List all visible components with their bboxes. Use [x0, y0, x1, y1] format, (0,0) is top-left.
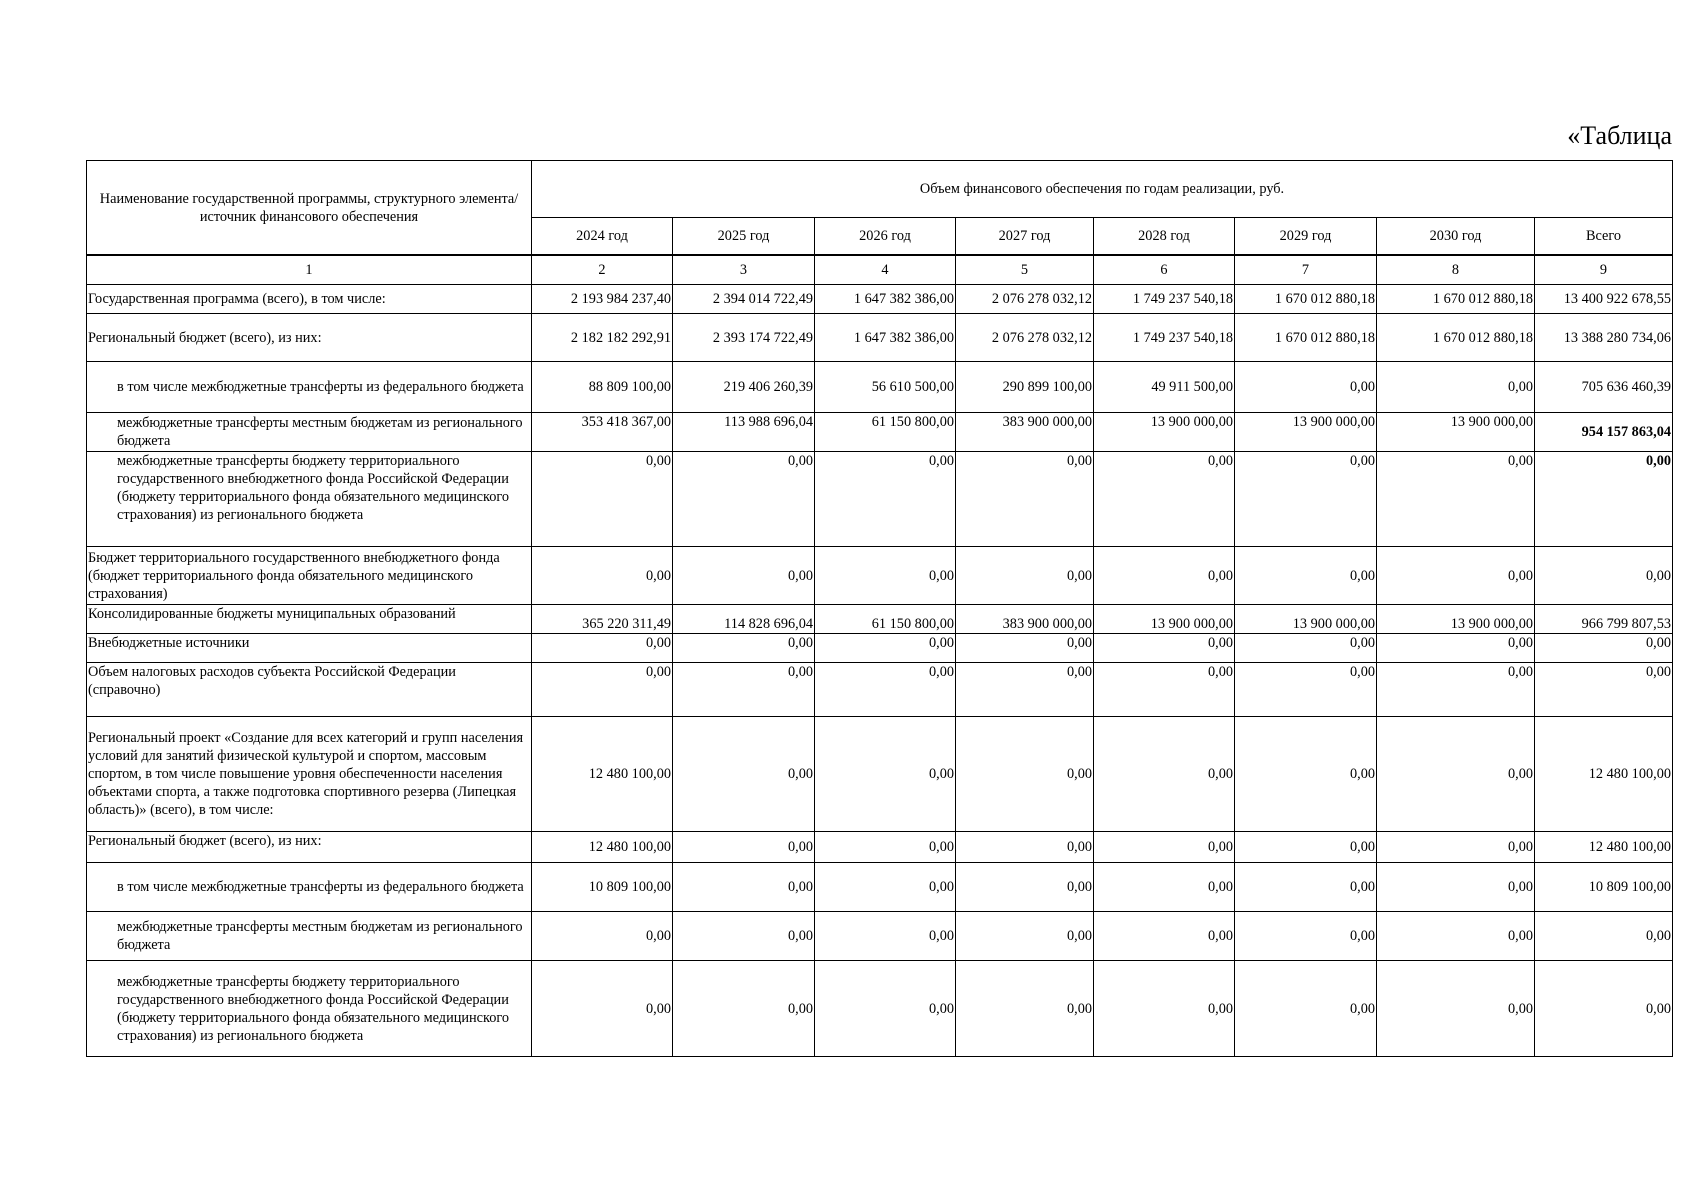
value-2030: 0,00	[1377, 717, 1535, 832]
value-2026: 0,00	[815, 634, 956, 663]
table-row	[87, 314, 1673, 362]
value-2027: 0,00	[956, 912, 1094, 961]
value-2025: 113 988 696,04	[673, 413, 815, 452]
column-number: 9	[1535, 255, 1673, 285]
year-header-2026: 2026 год	[815, 218, 956, 256]
table-row	[87, 663, 1673, 717]
value-2026: 61 150 800,00	[815, 413, 956, 452]
value-2028: 0,00	[1094, 961, 1235, 1057]
value-2026: 0,00	[815, 547, 956, 605]
value-2026: 0,00	[815, 663, 956, 717]
row-name: Государственная программа (всего), в том числе:	[87, 285, 532, 314]
value-2026: 0,00	[815, 452, 956, 547]
value-2024: 0,00	[532, 634, 673, 663]
value-2028: 49 911 500,00	[1094, 362, 1235, 413]
value-2030: 0,00	[1377, 362, 1535, 413]
value-total: 12 480 100,00	[1535, 832, 1673, 863]
value-2024: 2 193 984 237,40	[532, 285, 673, 314]
row-name: межбюджетные трансферты местным бюджетам из регионального бюджета	[87, 413, 532, 452]
value-2029: 0,00	[1235, 912, 1377, 961]
row-name: Региональный бюджет (всего), из них:	[87, 314, 532, 362]
value-total: 13 388 280 734,06	[1535, 314, 1673, 362]
column-number: 3	[673, 255, 815, 285]
table-row	[87, 863, 1673, 912]
column-number: 7	[1235, 255, 1377, 285]
value-total: 0,00	[1535, 961, 1673, 1057]
value-2030: 0,00	[1377, 663, 1535, 717]
value-2029: 0,00	[1235, 362, 1377, 413]
table-row	[87, 285, 1673, 314]
value-2025: 2 393 174 722,49	[673, 314, 815, 362]
row-name: Внебюджетные источники	[87, 634, 532, 663]
value-2024: 88 809 100,00	[532, 362, 673, 413]
value-2029: 1 670 012 880,18	[1235, 285, 1377, 314]
value-2026: 0,00	[815, 863, 956, 912]
year-header-2027: 2027 год	[956, 218, 1094, 256]
column-number-row	[87, 255, 1673, 285]
value-2028: 1 749 237 540,18	[1094, 285, 1235, 314]
value-total: 0,00	[1535, 452, 1673, 547]
value-2027: 2 076 278 032,12	[956, 314, 1094, 362]
value-total: 0,00	[1535, 912, 1673, 961]
value-total: 0,00	[1535, 634, 1673, 663]
value-2025: 0,00	[673, 961, 815, 1057]
value-2030: 0,00	[1377, 634, 1535, 663]
table-row	[87, 634, 1673, 663]
value-2024: 0,00	[532, 452, 673, 547]
value-2024: 12 480 100,00	[532, 717, 673, 832]
value-2030: 0,00	[1377, 961, 1535, 1057]
table-row	[87, 717, 1673, 832]
value-2030: 0,00	[1377, 452, 1535, 547]
value-2028: 13 900 000,00	[1094, 605, 1235, 634]
value-2027: 0,00	[956, 547, 1094, 605]
value-2025: 0,00	[673, 634, 815, 663]
value-total: 13 400 922 678,55	[1535, 285, 1673, 314]
value-2024: 0,00	[532, 961, 673, 1057]
value-2027: 0,00	[956, 634, 1094, 663]
table-row	[87, 832, 1673, 863]
value-2026: 0,00	[815, 961, 956, 1057]
value-2029: 0,00	[1235, 863, 1377, 912]
table-row	[87, 912, 1673, 961]
column-number: 4	[815, 255, 956, 285]
value-2025: 219 406 260,39	[673, 362, 815, 413]
value-2028: 0,00	[1094, 912, 1235, 961]
column-number: 6	[1094, 255, 1235, 285]
funding-group-header: Объем финансового обеспечения по годам реализации, руб.	[532, 161, 1673, 218]
value-2029: 0,00	[1235, 663, 1377, 717]
table-row	[87, 547, 1673, 605]
value-total: 0,00	[1535, 547, 1673, 605]
value-total: 705 636 460,39	[1535, 362, 1673, 413]
value-2026: 56 610 500,00	[815, 362, 956, 413]
value-2029: 13 900 000,00	[1235, 413, 1377, 452]
value-2025: 0,00	[673, 832, 815, 863]
value-2025: 114 828 696,04	[673, 605, 815, 634]
value-2024: 0,00	[532, 663, 673, 717]
value-2026: 0,00	[815, 717, 956, 832]
value-2027: 290 899 100,00	[956, 362, 1094, 413]
column-number: 2	[532, 255, 673, 285]
value-2028: 1 749 237 540,18	[1094, 314, 1235, 362]
value-2025: 0,00	[673, 717, 815, 832]
value-2030: 13 900 000,00	[1377, 605, 1535, 634]
financing-table	[86, 160, 1673, 1057]
name-column-header: Наименование государственной программы, структурного элемента/источник финансового обеспечения	[87, 161, 532, 256]
value-2025: 2 394 014 722,49	[673, 285, 815, 314]
value-2029: 0,00	[1235, 452, 1377, 547]
value-2028: 0,00	[1094, 863, 1235, 912]
value-2024: 12 480 100,00	[532, 832, 673, 863]
year-header-2029: 2029 год	[1235, 218, 1377, 256]
value-2029: 0,00	[1235, 832, 1377, 863]
value-2029: 1 670 012 880,18	[1235, 314, 1377, 362]
value-2024: 0,00	[532, 912, 673, 961]
value-2030: 0,00	[1377, 912, 1535, 961]
table-row	[87, 413, 1673, 452]
table-row	[87, 452, 1673, 547]
value-2026: 0,00	[815, 832, 956, 863]
value-2027: 0,00	[956, 717, 1094, 832]
value-2025: 0,00	[673, 452, 815, 547]
value-2027: 0,00	[956, 961, 1094, 1057]
value-2024: 0,00	[532, 547, 673, 605]
year-header-2030: 2030 год	[1377, 218, 1535, 256]
value-total: 10 809 100,00	[1535, 863, 1673, 912]
table-row	[87, 961, 1673, 1057]
value-2027: 0,00	[956, 863, 1094, 912]
value-2030: 0,00	[1377, 863, 1535, 912]
value-2024: 353 418 367,00	[532, 413, 673, 452]
row-name: межбюджетные трансферты бюджету территориального государственного внебюджетного фонда Российской Федерации (бюджету территориального фонда обязательного медицинского страхования) из регионального бюджета	[87, 961, 532, 1057]
value-2026: 1 647 382 386,00	[815, 314, 956, 362]
value-2028: 0,00	[1094, 663, 1235, 717]
row-name: в том числе межбюджетные трансферты из федерального бюджета	[87, 863, 532, 912]
value-2028: 0,00	[1094, 717, 1235, 832]
value-2024: 2 182 182 292,91	[532, 314, 673, 362]
value-2024: 10 809 100,00	[532, 863, 673, 912]
column-number: 8	[1377, 255, 1535, 285]
value-2026: 0,00	[815, 912, 956, 961]
value-2029: 0,00	[1235, 547, 1377, 605]
row-name: Региональный проект «Создание для всех категорий и групп населения условий для занятий физической культурой и спортом, массовым спортом, в том числе повышение уровня обеспеченности населения объектами спорта, а также подготовка спортивного резерва (Липецкая область)» (всего), в том числе:	[87, 717, 532, 832]
value-2024: 365 220 311,49	[532, 605, 673, 634]
value-2028: 0,00	[1094, 634, 1235, 663]
year-header-2028: 2028 год	[1094, 218, 1235, 256]
value-total: 0,00	[1535, 663, 1673, 717]
value-total: 12 480 100,00	[1535, 717, 1673, 832]
value-2027: 383 900 000,00	[956, 413, 1094, 452]
year-header-2025: 2025 год	[673, 218, 815, 256]
table-caption: «Таблица	[1567, 121, 1672, 150]
table-row	[87, 605, 1673, 634]
row-name: Консолидированные бюджеты муниципальных образований	[87, 605, 532, 634]
column-number: 5	[956, 255, 1094, 285]
value-2030: 1 670 012 880,18	[1377, 314, 1535, 362]
value-2025: 0,00	[673, 912, 815, 961]
row-name: Объем налоговых расходов субъекта Российской Федерации (справочно)	[87, 663, 532, 717]
value-2029: 13 900 000,00	[1235, 605, 1377, 634]
value-2026: 61 150 800,00	[815, 605, 956, 634]
value-2026: 1 647 382 386,00	[815, 285, 956, 314]
value-2028: 0,00	[1094, 547, 1235, 605]
value-2030: 1 670 012 880,18	[1377, 285, 1535, 314]
row-name: в том числе межбюджетные трансферты из федерального бюджета	[87, 362, 532, 413]
value-2025: 0,00	[673, 547, 815, 605]
value-2028: 0,00	[1094, 452, 1235, 547]
value-2027: 0,00	[956, 663, 1094, 717]
value-2030: 13 900 000,00	[1377, 413, 1535, 452]
value-2025: 0,00	[673, 863, 815, 912]
table-row	[87, 362, 1673, 413]
value-total: 954 157 863,04	[1535, 413, 1673, 452]
value-2030: 0,00	[1377, 547, 1535, 605]
value-2025: 0,00	[673, 663, 815, 717]
value-2027: 0,00	[956, 452, 1094, 547]
value-2028: 0,00	[1094, 832, 1235, 863]
row-name: Бюджет территориального государственного внебюджетного фонда (бюджет территориального фонда обязательного медицинского страхования)	[87, 547, 532, 605]
year-header-2024: 2024 год	[532, 218, 673, 256]
row-name: Региональный бюджет (всего), из них:	[87, 832, 532, 863]
header-row-group	[87, 161, 1673, 218]
value-2029: 0,00	[1235, 634, 1377, 663]
value-2028: 13 900 000,00	[1094, 413, 1235, 452]
value-2027: 2 076 278 032,12	[956, 285, 1094, 314]
value-2027: 0,00	[956, 832, 1094, 863]
row-name: межбюджетные трансферты местным бюджетам из регионального бюджета	[87, 912, 532, 961]
total-header: Всего	[1535, 218, 1673, 256]
row-name: межбюджетные трансферты бюджету территориального государственного внебюджетного фонда Российской Федерации (бюджету территориального фонда обязательного медицинского страхования) из регионального бюджета	[87, 452, 532, 547]
value-2029: 0,00	[1235, 961, 1377, 1057]
value-2027: 383 900 000,00	[956, 605, 1094, 634]
value-total: 966 799 807,53	[1535, 605, 1673, 634]
value-2030: 0,00	[1377, 832, 1535, 863]
value-2029: 0,00	[1235, 717, 1377, 832]
column-number: 1	[87, 255, 532, 285]
